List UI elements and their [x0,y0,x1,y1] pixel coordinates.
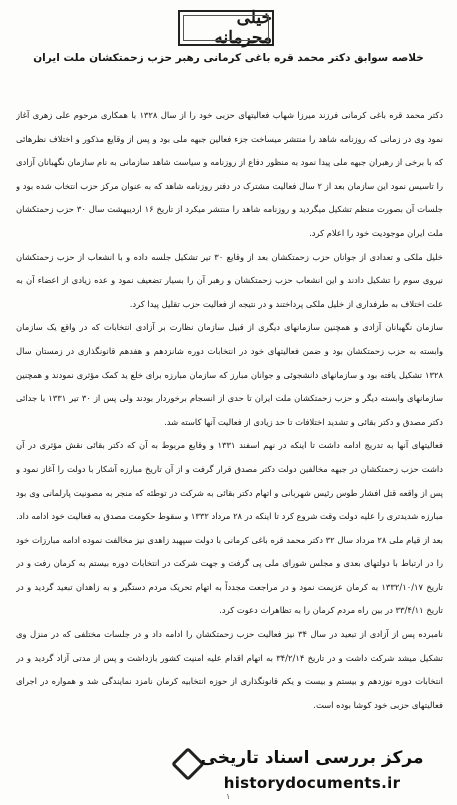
page-number: ۱ [226,792,231,801]
archive-url: historydocuments.ir [223,774,401,792]
document-body [16,104,443,729]
paragraph: نامبرده پس از آزادی از تبعید در سال ۳۴ نیز فعالیت حزب زحمتکشان را ادامه داد و در جلسات مختلفی که در منزل وی تشکیل میشد شرکت داشت و در تاریخ ۳۴/۲/۱۴ به اتهام اقدام علیه امنیت کشور بازداشت و پس از مدتی آزاد گردید و در انتخابات دوره نوزدهم و بیستم و بیست و یکم قانونگذاری از حوزه انتخابیه کرمان نامزد نمایندگی شد و همواره در اجرای فعالیتهای حزبی خود کوشا بوده است. [16,629,443,710]
archive-watermark [150,748,450,798]
paragraph: خلیل ملکی و تعدادی از جوانان حزب زحمتکشان بعد از وقایع ۳۰ تیر تشکیل جلسه داده و با انشعاب از حزب زحمتکشان نیروی سوم را تشکیل دادند و این انشعاب حزب زحمتکشان و رهبر آن را بسیار تضعیف نمود و عده زیادی از اعضاء آن به علت اختلاف به طرفداری از خلیل ملکی پرداختند و در نتیجه از فعالیت حزب تقلیل پیدا کرد. [16,251,443,309]
paragraph: سازمان نگهبانان آزادی و همچنین سازمانهای دیگری از قبیل سازمان نظارت بر آزادی انتخابات که در واقع یک سازمان وابسته به حزب زحمتکشان بود و ضمن فعالیتهای خود در انتخابات دوره شانزدهم و هفدهم قانونگذاری در زمستان سال ۱۳۲۸ تشکیل یافته بود و سازمانهای دانشجوئی و جوانان مبارز که سازمان مبارزه برای خلع ید کمک مؤثری نمودند و همچنین سازمانهای وابسته دیگر و حزب زحمتکشان ملت ایران تا حدی از انسجام برخوردار بودند ولی پس از ۳۰ تیر ۱۳۳۱ با جدائی دکتر مصدق و دکتر بقائی و تشدید اختلافات تا حد زیادی از فعالیت آنها کاسته شد. [16,322,443,427]
paragraph: دکتر محمد قره باغی کرمانی فرزند میرزا شهاب فعالیتهای حزبی خود را از سال ۱۳۲۸ با همکاری مرحوم علی زهری آغاز نمود وی در زمانی که روزنامه شاهد را منتشر میساخت جزء فعالین جبهه ملی بود و پس از وقایع مذکور و اختلاف نظرهائی که با برخی از رهبران جبهه ملی پیدا نمود به منظور دفاع از روزنامه و سیاست شاهد سازمانی به نام سازمان نگهبانان آزادی را تاسیس نمود این سازمان بعد از ۲ سال فعالیت مشترک در دفتر روزنامه شاهد که به عنوان مرکز حزب انتخاب شده بود و جلسات آن بصورت منظم تشکیل میگردید و روزنامه شاهد را منتشر میکرد از تاریخ ۱۶ اردیبهشت سال ۳۰ حزب زحمتکشان ملت ایران موجودیت خود را اعلام کرد. [16,110,443,238]
paragraph: فعالیتهای آنها به تدریج ادامه داشت تا اینکه در نهم اسفند ۱۳۳۱ و وقایع مربوط به آن که دکتر بقائی نقش مؤثری در آن داشت حزب زحمتکشان در جبهه مخالفین دولت دکتر مصدق قرار گرفت و از آن تاریخ مبارزه آشکار با دولت را آغاز نمود و پس از واقعه قتل افشار طوس رئیس شهربانی و اتهام دکتر بقائی به شرکت در توطئه که منجر به مصونیت پارلمانی وی بود مبارزه شدیدتری را علیه دولت وقت شروع کرد تا اینکه در ۲۸ مرداد ۱۳۳۲ و سقوط حکومت مصدق به فعالیت خود ادامه داد. [16,440,443,522]
confidential-stamp: خیلی محرمانه [178,10,274,46]
document-title: خلاصه سوابق دکتر محمد قره باغی کرمانی رهبر حزب زحمتکشان ملت ایران [33,52,424,64]
paragraph: بعد از قیام ملی ۲۸ مرداد سال ۳۲ دکتر محمد قره باغی کرمانی با دولت سپهبد زاهدی نیز مخالفت نموده ادامه مبارزات خود را در ارتباط با دولتهای بعدی و مجلس شورای ملی پی گرفت و جهت شرکت در انتخابات دوره بیستم به کرمان رفت و در تاریخ ۱۳۳۲/۱۰/۱۷ به کرمان عزیمت نمود و در مراجعت مجدداً به اتهام تحریک مردم دستگیر و به زاهدان تبعید گردید و در تاریخ ۳۳/۴/۱۱ در بین راه مردم کرمان را به تظاهرات دعوت کرد. [16,534,443,616]
archive-name: مرکز بررسی اسناد تاریخی [200,748,424,768]
